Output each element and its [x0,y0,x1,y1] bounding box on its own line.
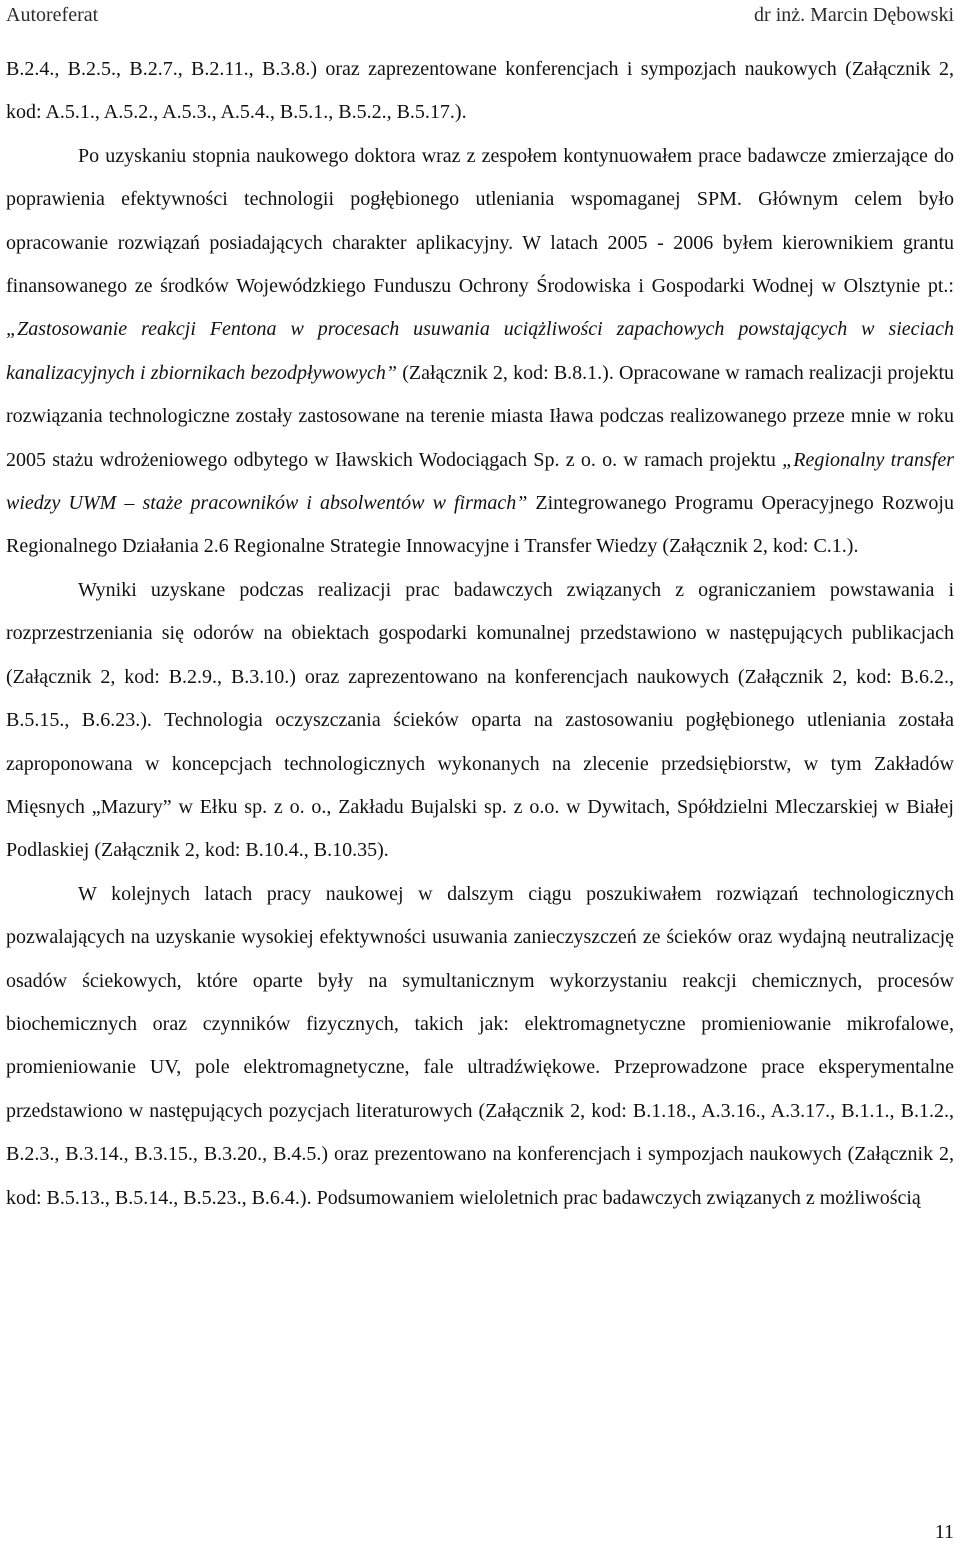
paragraph-4 [6,873,954,1220]
page-number: 11 [934,1521,954,1543]
paragraph-2 [6,135,954,569]
paragraph-2-text-c: Zintegrowanego Programu Operacyjnego Rozwoju Regionalnego Działania 2.6 Regionalne Strategie Innowacyjne i Transfer Wiedzy (Załącznik 2, kod: C.1.). [6,492,954,558]
paragraph-3-text: Wyniki uzyskane podczas realizacji prac badawczych związanych z ograniczaniem powstawania i rozprzestrzeniania się odorów na obiektach gospodarki komunalnej przedstawiono w następujących publikacjach (Załącznik 2, kod: B.2.9., B.3.10.) oraz zaprezentowano na konferencjach naukowych (Załącznik 2, kod: B.6.2., B.5.15., B.6.23.). Technologia oczyszczania ścieków oparta na zastosowaniu pogłębionego utleniania została zaproponowana w koncepcjach technologicznych wykonanych na zlecenie przedsiębiorstw, w tym Zakładów Mięsnych „Mazury” w Ełku sp. z o. o., Zakładu Bujalski sp. z o.o. w Dywitach, Spółdzielni Mleczarskiej w Białej Podlaskiej (Załącznik 2, kod: B.10.4., B.10.35). [6,578,954,862]
paragraph-1 [6,48,954,135]
header-title: Autoreferat [6,4,99,26]
paragraph-4-text: W kolejnych latach pracy naukowej w dalszym ciągu poszukiwałem rozwiązań technologicznych pozwalających na uzyskanie wysokiej efektywności usuwania zanieczyszczeń ze ścieków oraz wydajną neutralizację osadów ściekowych, które oparte były na symultanicznym wykorzystaniu reakcji chemicznych, procesów biochemicznych oraz czynników fizycznych, takich jak: elektromagnetyczne promieniowanie mikrofalowe, promieniowanie UV, pole elektromagnetyczne, fale ultradźwiękowe. Przeprowadzone prace eksperymentalne przedstawiono w następujących pozycjach literaturowych (Załącznik 2, kod: B.1.18., A.3.16., A.3.17., B.1.1., B.1.2., B.2.3., B.3.14., B.3.15., B.3.20., B.4.5.) oraz prezentowano na konferencjach i sympozjach naukowych (Załącznik 2, kod: B.5.13., B.5.14., B.5.23., B.6.4.). Podsumowaniem wieloletnich prac badawczych związanych z możliwością [6,882,954,1209]
document-body [6,48,954,1220]
paragraph-2-text-b: (Załącznik 2, kod: B.8.1.). Opracowane w ramach realizacji projektu rozwiązania technologiczne zostały zastosowane na terenie miasta Iława podczas realizowanego przeze mnie w roku 2005 stażu wdrożeniowego odbytego w Iławskich Wodociągach Sp. z o. o. w ramach projektu [6,361,954,471]
paragraph-2-text-a: Po uzyskaniu stopnia naukowego doktora wraz z zespołem kontynuowałem prace badawcze zmierzające do poprawienia efektywności technologii pogłębionego utleniania wspomaganej SPM. Głównym celem było opracowanie rozwiązań posiadających charakter aplikacyjny. W latach 2005 - 2006 byłem kierownikiem grantu finansowanego ze środków Wojewódzkiego Funduszu Ochrony Środowiska i Gospodarki Wodnej w Olsztynie pt.: [6,144,954,298]
header-author: dr inż. Marcin Dębowski [754,4,954,26]
project-title-italic: „Zastosowanie reakcji Fentona w procesach usuwania uciążliwości zapachowych powstających w sieciach kanalizacyjnych i zbiornikach bezodpływowych” [6,318,954,384]
program-title-italic: „Regionalny transfer wiedzy UWM – staże pracowników i absolwentów w firmach” [6,448,954,515]
paragraph-3 [6,569,954,873]
page-header [6,3,954,27]
paragraph-1-text: B.2.4., B.2.5., B.2.7., B.2.11., B.3.8.) oraz zaprezentowane konferencjach i sympozjach naukowych (Załącznik 2, kod: A.5.1., A.5.2., A.5.3., A.5.4., B.5.1., B.5.2., B.5.17.). [6,58,954,124]
